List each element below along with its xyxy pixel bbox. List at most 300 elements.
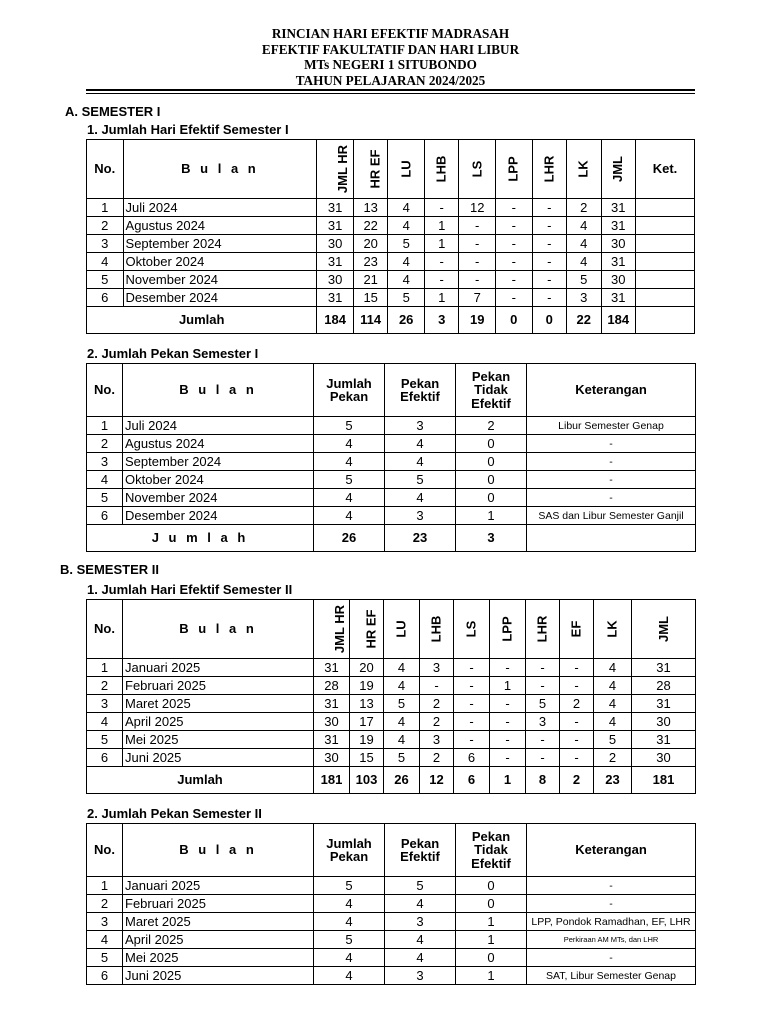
row-number: 5 <box>87 731 123 749</box>
header-col: HR EF <box>353 140 388 199</box>
row-value: 5 <box>526 695 560 713</box>
row-value: 4 <box>388 217 425 235</box>
row-value: 5 <box>384 749 420 767</box>
row-value: 4 <box>384 731 420 749</box>
row-value: 31 <box>317 289 354 307</box>
row-number: 6 <box>87 289 124 307</box>
row-month: Juli 2024 <box>123 199 317 217</box>
row-month: Desember 2024 <box>123 289 317 307</box>
semester-2-weeks-table <box>86 823 696 985</box>
row-pekan-tidak-efektif: 0 <box>456 949 527 967</box>
row-value: - <box>532 199 567 217</box>
row-value: 5 <box>384 695 420 713</box>
row-pekan-efektif: 4 <box>385 931 456 949</box>
table-row <box>87 235 695 253</box>
row-value: 31 <box>317 253 354 271</box>
row-jumlah-pekan: 5 <box>314 931 385 949</box>
row-value: 3 <box>567 289 602 307</box>
row-month: November 2024 <box>123 271 317 289</box>
total-cell: 2 <box>560 767 594 794</box>
row-number: 3 <box>87 235 124 253</box>
header-jumlah-pekan: Jumlah Pekan <box>314 824 385 877</box>
header-bulan: B u l a n <box>123 364 314 417</box>
header-pekan-efektif: Pekan Efektif <box>385 824 456 877</box>
row-value: 31 <box>601 289 636 307</box>
row-value: - <box>454 713 490 731</box>
row-jumlah-pekan: 4 <box>314 453 385 471</box>
row-value: - <box>424 253 459 271</box>
header-pekan-tidak-efektif: Pekan Tidak Efektif <box>456 824 527 877</box>
row-value: 3 <box>420 659 454 677</box>
header-rule-thick <box>86 89 695 91</box>
row-value: 21 <box>353 271 388 289</box>
row-keterangan: Perkiraan AM MTs, dan LHR <box>527 931 696 949</box>
header-col: LS <box>454 600 490 659</box>
row-value: - <box>459 235 496 253</box>
row-keterangan: - <box>527 949 696 967</box>
row-number: 4 <box>87 713 123 731</box>
row-value: 22 <box>353 217 388 235</box>
table-header-row <box>87 364 696 417</box>
total-cell: 22 <box>567 307 602 334</box>
row-pekan-tidak-efektif: 0 <box>456 489 527 507</box>
row-value: 13 <box>353 199 388 217</box>
row-month: Maret 2025 <box>123 913 314 931</box>
document-header <box>86 26 695 88</box>
row-value: 1 <box>424 217 459 235</box>
total-label: Jumlah <box>87 307 317 334</box>
total-cell: 26 <box>388 307 425 334</box>
row-pekan-efektif: 4 <box>385 453 456 471</box>
row-pekan-tidak-efektif: 1 <box>456 967 527 985</box>
table-row <box>87 417 696 435</box>
row-month: Juni 2025 <box>123 749 314 767</box>
semester-2-days-title: 1. Jumlah Hari Efektif Semester II <box>87 582 293 597</box>
total-cell: 8 <box>526 767 560 794</box>
header-bulan: B u l a n <box>123 824 314 877</box>
header-col: EF <box>560 600 594 659</box>
row-ket <box>636 253 695 271</box>
row-value: 30 <box>317 235 354 253</box>
row-keterangan: - <box>527 489 696 507</box>
row-value: 31 <box>601 199 636 217</box>
row-keterangan: - <box>527 471 696 489</box>
row-value: 4 <box>594 695 632 713</box>
table-header-row <box>87 600 696 659</box>
row-value: 4 <box>384 677 420 695</box>
header-subtitle: EFEKTIF FAKULTATIF DAN HARI LIBUR <box>261 41 520 57</box>
row-month: Agustus 2024 <box>123 217 317 235</box>
row-number: 1 <box>87 417 123 435</box>
row-number: 3 <box>87 695 123 713</box>
row-ket <box>636 289 695 307</box>
row-value: 28 <box>632 677 696 695</box>
row-jumlah-pekan: 4 <box>314 949 385 967</box>
row-value: - <box>526 749 560 767</box>
row-value: 20 <box>350 659 384 677</box>
row-month: November 2024 <box>123 489 314 507</box>
row-value: - <box>526 677 560 695</box>
table-row <box>87 289 695 307</box>
row-value: - <box>459 253 496 271</box>
row-pekan-efektif: 3 <box>385 913 456 931</box>
table-row <box>87 931 696 949</box>
row-value: 31 <box>314 695 350 713</box>
row-value: - <box>560 713 594 731</box>
header-col: JML <box>632 600 696 659</box>
row-value: - <box>560 749 594 767</box>
table-row <box>87 731 696 749</box>
row-value: - <box>532 289 567 307</box>
total-cell <box>636 307 695 334</box>
total-row <box>87 307 695 334</box>
row-jumlah-pekan: 5 <box>314 471 385 489</box>
table-row <box>87 749 696 767</box>
row-value: - <box>459 217 496 235</box>
row-number: 3 <box>87 453 123 471</box>
semester-1-weeks-table <box>86 363 696 552</box>
row-keterangan: SAS dan Libur Semester Ganjil <box>527 507 696 525</box>
total-cell: 23 <box>385 525 456 552</box>
row-keterangan: - <box>527 435 696 453</box>
row-value: 20 <box>353 235 388 253</box>
row-jumlah-pekan: 5 <box>314 417 385 435</box>
row-value: 30 <box>601 271 636 289</box>
header-col: LK <box>594 600 632 659</box>
row-month: Februari 2025 <box>123 677 314 695</box>
total-cell: 184 <box>317 307 354 334</box>
row-number: 6 <box>87 749 123 767</box>
row-month: Oktober 2024 <box>123 471 314 489</box>
row-keterangan: SAT, Libur Semester Genap <box>527 967 696 985</box>
row-value: 4 <box>594 677 632 695</box>
total-cell: 3 <box>424 307 459 334</box>
total-cell: 23 <box>594 767 632 794</box>
row-number: 1 <box>87 659 123 677</box>
row-pekan-tidak-efektif: 0 <box>456 453 527 471</box>
total-cell: 3 <box>456 525 527 552</box>
row-value: - <box>454 659 490 677</box>
table-row <box>87 199 695 217</box>
row-number: 6 <box>87 507 123 525</box>
row-number: 5 <box>87 949 123 967</box>
header-rule-thin <box>86 93 695 94</box>
total-cell: 12 <box>420 767 454 794</box>
header-col: HR EF <box>350 600 384 659</box>
total-cell: 184 <box>601 307 636 334</box>
header-col: LHB <box>420 600 454 659</box>
row-value: - <box>490 731 526 749</box>
row-month: September 2024 <box>123 453 314 471</box>
row-month: Februari 2025 <box>123 895 314 913</box>
row-value: 2 <box>560 695 594 713</box>
total-cell: 181 <box>314 767 350 794</box>
row-value: 30 <box>317 271 354 289</box>
row-value: 5 <box>388 235 425 253</box>
semester-2-weeks-title: 2. Jumlah Pekan Semester II <box>87 806 262 821</box>
table-row <box>87 877 696 895</box>
table-row <box>87 471 696 489</box>
header-bulan: B u l a n <box>123 140 317 199</box>
row-month: Juli 2024 <box>123 417 314 435</box>
row-value: - <box>495 235 532 253</box>
total-cell: 19 <box>459 307 496 334</box>
row-value: - <box>560 677 594 695</box>
header-col: LU <box>384 600 420 659</box>
row-ket <box>636 199 695 217</box>
row-value: - <box>420 677 454 695</box>
row-value: 4 <box>594 659 632 677</box>
row-value: 2 <box>420 713 454 731</box>
header-school: MTs NEGERI 1 SITUBONDO <box>304 57 477 72</box>
row-value: 2 <box>420 749 454 767</box>
header-col: LPP <box>490 600 526 659</box>
row-pekan-efektif: 3 <box>385 967 456 985</box>
header-pekan-tidak-efektif: Pekan Tidak Efektif <box>456 364 527 417</box>
table-row <box>87 895 696 913</box>
row-value: 13 <box>350 695 384 713</box>
row-value: 19 <box>350 731 384 749</box>
row-month: Desember 2024 <box>123 507 314 525</box>
row-value: 5 <box>388 289 425 307</box>
row-pekan-efektif: 4 <box>385 435 456 453</box>
row-value: - <box>454 695 490 713</box>
row-month: April 2025 <box>123 713 314 731</box>
table-row <box>87 695 696 713</box>
row-value: 30 <box>601 235 636 253</box>
row-value: - <box>495 217 532 235</box>
row-number: 2 <box>87 435 123 453</box>
row-value: - <box>532 271 567 289</box>
row-number: 4 <box>87 253 124 271</box>
row-value: - <box>454 731 490 749</box>
row-value: 30 <box>314 749 350 767</box>
row-pekan-efektif: 4 <box>385 489 456 507</box>
table-row <box>87 435 696 453</box>
row-value: 31 <box>601 253 636 271</box>
row-value: - <box>560 731 594 749</box>
row-value: 2 <box>420 695 454 713</box>
row-value: 4 <box>388 199 425 217</box>
header-col: LS <box>459 140 496 199</box>
row-keterangan: - <box>527 877 696 895</box>
row-month: Juni 2025 <box>123 967 314 985</box>
row-pekan-tidak-efektif: 0 <box>456 895 527 913</box>
table-row <box>87 507 696 525</box>
table-row <box>87 677 696 695</box>
table-row <box>87 453 696 471</box>
row-value: 12 <box>459 199 496 217</box>
row-month: April 2025 <box>123 931 314 949</box>
header-col: LK <box>567 140 602 199</box>
row-number: 5 <box>87 271 124 289</box>
row-value: - <box>526 731 560 749</box>
row-keterangan: Libur Semester Genap <box>527 417 696 435</box>
row-value: 4 <box>567 217 602 235</box>
row-value: - <box>490 749 526 767</box>
row-value: 4 <box>567 253 602 271</box>
table-row <box>87 659 696 677</box>
row-value: 3 <box>420 731 454 749</box>
row-value: 28 <box>314 677 350 695</box>
table-header-row <box>87 824 696 877</box>
row-value: 15 <box>350 749 384 767</box>
row-month: Mei 2025 <box>123 731 314 749</box>
row-value: 5 <box>594 731 632 749</box>
row-value: 7 <box>459 289 496 307</box>
row-number: 5 <box>87 489 123 507</box>
table-row <box>87 253 695 271</box>
row-pekan-tidak-efektif: 1 <box>456 913 527 931</box>
row-number: 2 <box>87 677 123 695</box>
row-number: 1 <box>87 877 123 895</box>
row-value: 30 <box>632 749 696 767</box>
row-value: 4 <box>388 253 425 271</box>
row-value: - <box>532 217 567 235</box>
row-value: - <box>495 199 532 217</box>
row-ket <box>636 235 695 253</box>
row-value: - <box>532 235 567 253</box>
header-pekan-efektif: Pekan Efektif <box>385 364 456 417</box>
total-cell: 26 <box>314 525 385 552</box>
row-value: - <box>454 677 490 695</box>
header-bulan: B u l a n <box>123 600 314 659</box>
total-cell: 1 <box>490 767 526 794</box>
header-col: LHB <box>424 140 459 199</box>
row-pekan-tidak-efektif: 0 <box>456 877 527 895</box>
row-pekan-efektif: 5 <box>385 471 456 489</box>
total-cell: 0 <box>532 307 567 334</box>
header-col: LHR <box>526 600 560 659</box>
header-title: RINCIAN HARI EFEKTIF MADRASAH <box>271 26 510 41</box>
row-keterangan: - <box>527 453 696 471</box>
row-jumlah-pekan: 4 <box>314 895 385 913</box>
row-value: 15 <box>353 289 388 307</box>
header-year: TAHUN PELAJARAN 2024/2025 <box>295 72 486 88</box>
row-value: - <box>459 271 496 289</box>
row-value: 4 <box>567 235 602 253</box>
row-value: - <box>490 695 526 713</box>
table-row <box>87 271 695 289</box>
row-pekan-efektif: 3 <box>385 507 456 525</box>
header-no: No. <box>87 364 123 417</box>
row-value: 30 <box>632 713 696 731</box>
row-number: 4 <box>87 471 123 489</box>
row-month: Januari 2025 <box>123 659 314 677</box>
total-cell: 114 <box>353 307 388 334</box>
table-row <box>87 713 696 731</box>
row-number: 2 <box>87 895 123 913</box>
row-value: 31 <box>632 659 696 677</box>
row-number: 1 <box>87 199 124 217</box>
semester-2-title: B. SEMESTER II <box>60 562 159 577</box>
semester-1-days-table <box>86 139 695 334</box>
row-value: 1 <box>424 289 459 307</box>
row-value: 17 <box>350 713 384 731</box>
row-pekan-tidak-efektif: 1 <box>456 931 527 949</box>
row-value: 31 <box>314 659 350 677</box>
row-pekan-efektif: 4 <box>385 895 456 913</box>
row-value: 31 <box>632 695 696 713</box>
row-value: 4 <box>384 659 420 677</box>
row-pekan-efektif: 3 <box>385 417 456 435</box>
total-cell: 181 <box>632 767 696 794</box>
row-value: 1 <box>424 235 459 253</box>
row-value: 4 <box>388 271 425 289</box>
total-label: J u m l a h <box>87 525 314 552</box>
row-value: - <box>424 199 459 217</box>
table-header-row <box>87 140 695 199</box>
total-cell: 26 <box>384 767 420 794</box>
total-cell: 0 <box>495 307 532 334</box>
row-value: 4 <box>594 713 632 731</box>
semester-1-weeks-title: 2. Jumlah Pekan Semester I <box>87 346 259 361</box>
row-value: 31 <box>317 199 354 217</box>
header-ket: Ket. <box>636 140 695 199</box>
header-col: JML HR <box>314 600 350 659</box>
row-value: 3 <box>526 713 560 731</box>
table-row <box>87 217 695 235</box>
total-cell: 103 <box>350 767 384 794</box>
row-value: 2 <box>567 199 602 217</box>
row-value: 30 <box>314 713 350 731</box>
row-pekan-tidak-efektif: 0 <box>456 471 527 489</box>
total-cell <box>527 525 696 552</box>
semester-1-title: A. SEMESTER I <box>65 104 161 119</box>
row-value: 31 <box>601 217 636 235</box>
row-value: 31 <box>632 731 696 749</box>
total-label: Jumlah <box>87 767 314 794</box>
row-number: 6 <box>87 967 123 985</box>
row-value: - <box>490 713 526 731</box>
row-value: - <box>532 253 567 271</box>
header-no: No. <box>87 600 123 659</box>
row-pekan-tidak-efektif: 0 <box>456 435 527 453</box>
row-value: 4 <box>384 713 420 731</box>
semester-2-days-table <box>86 599 696 794</box>
row-month: Januari 2025 <box>123 877 314 895</box>
row-value: - <box>495 253 532 271</box>
row-jumlah-pekan: 4 <box>314 507 385 525</box>
header-col: LHR <box>532 140 567 199</box>
table-row <box>87 913 696 931</box>
row-value: - <box>495 271 532 289</box>
header-keterangan: Keterangan <box>527 364 696 417</box>
row-jumlah-pekan: 4 <box>314 913 385 931</box>
total-cell: 6 <box>454 767 490 794</box>
row-pekan-efektif: 4 <box>385 949 456 967</box>
row-value: 5 <box>567 271 602 289</box>
semester-1-days-title: 1. Jumlah Hari Efektif Semester I <box>87 122 289 137</box>
row-value: 2 <box>594 749 632 767</box>
row-pekan-tidak-efektif: 2 <box>456 417 527 435</box>
row-month: Oktober 2024 <box>123 253 317 271</box>
row-month: Mei 2025 <box>123 949 314 967</box>
header-col: LU <box>388 140 425 199</box>
row-ket <box>636 271 695 289</box>
row-value: 19 <box>350 677 384 695</box>
row-month: Maret 2025 <box>123 695 314 713</box>
row-keterangan: - <box>527 895 696 913</box>
header-jumlah-pekan: Jumlah Pekan <box>314 364 385 417</box>
row-number: 3 <box>87 913 123 931</box>
row-value: - <box>495 289 532 307</box>
row-value: - <box>526 659 560 677</box>
row-value: 23 <box>353 253 388 271</box>
row-pekan-efektif: 5 <box>385 877 456 895</box>
table-row <box>87 949 696 967</box>
row-keterangan: LPP, Pondok Ramadhan, EF, LHR <box>527 913 696 931</box>
